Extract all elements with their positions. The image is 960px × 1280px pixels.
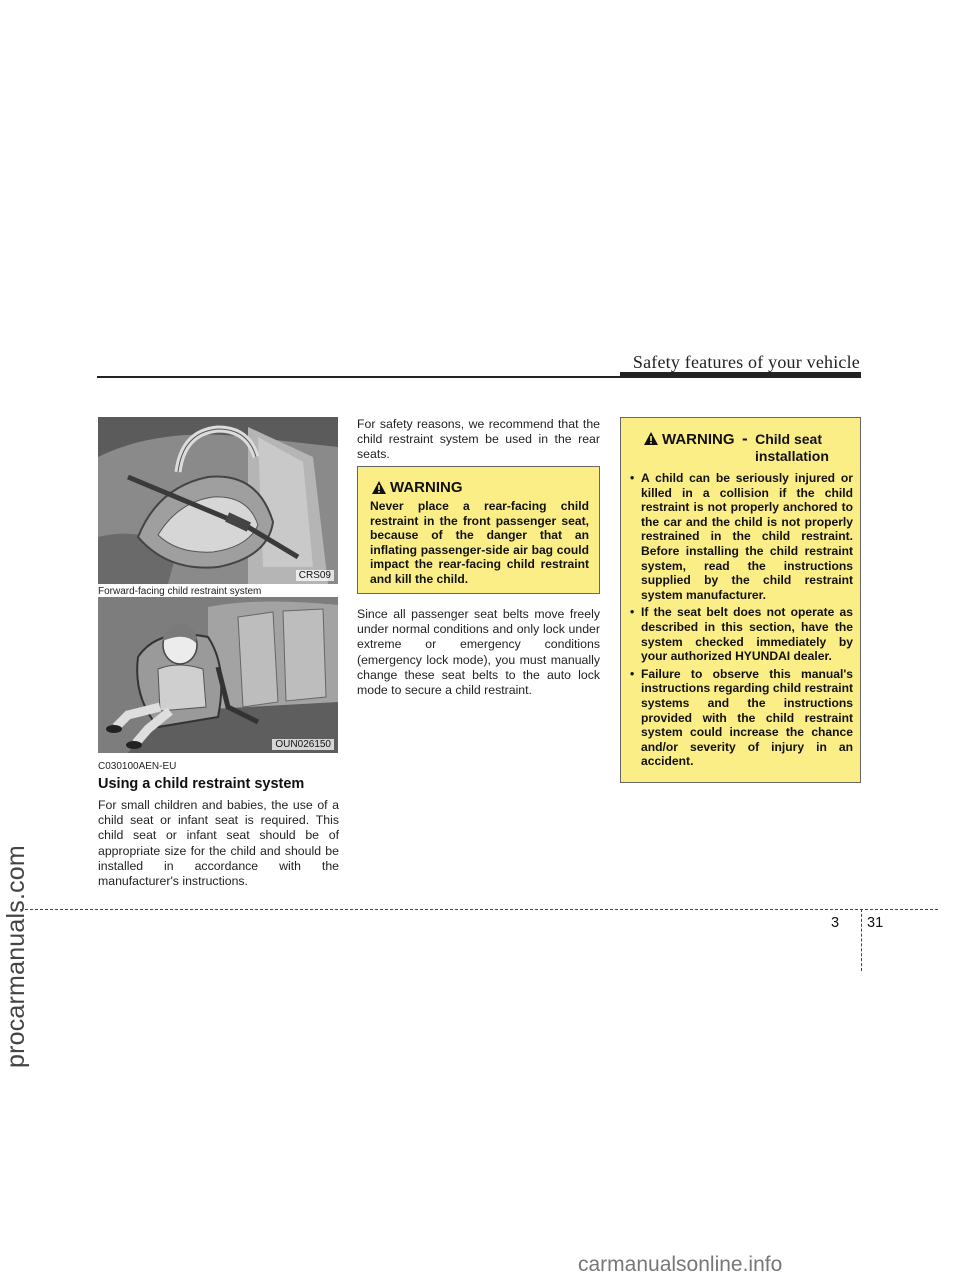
page-header-title: Safety features of your vehicle [632, 352, 860, 372]
section-heading: Using a child restraint system [98, 776, 305, 792]
rearward-seat-illustration [98, 417, 338, 584]
seat-belt-paragraph: Since all passenger seat belts move freely under normal conditions and only lock under extreme or emergency conditions (emergency lock mode), you must manually change these seat belts to the auto lock mode to secure a child restraint. [357, 607, 600, 698]
list-item: • A child can be seriously injured or killed in a collision if the child restraint is not properly anchored to the car and the child is not properly restrained in the child restraint. Before installing the child restraint system, read the instructions supplied by the child restraint system manufacturer. [630, 471, 853, 602]
warning-title-row [372, 479, 589, 496]
warning-box-child-seat-installation [620, 417, 861, 783]
warning-subtitle-line1: Child seat [755, 431, 822, 447]
section-code: C030100AEN-EU [98, 761, 177, 772]
figure-rearward-child-seat [98, 417, 338, 584]
list-item: • If the seat belt does not operate as described in this section, have the system checked immediately by your authorized HYUNDAI dealer. [630, 605, 853, 663]
chapter-number: 3 [831, 915, 840, 931]
figure-code-rearward: CRS09 [296, 570, 334, 581]
warning-triangle-icon [644, 432, 658, 445]
figure-forward-child-seat [98, 597, 338, 753]
warning-list [630, 471, 853, 769]
side-watermark: procarmanuals.com [2, 845, 30, 1068]
warning-text: Never place a rear-facing child restraint in the front passenger seat, because of the danger that an inflating passenger-side air bag could impact the rear-facing child restraint and kill the child. [370, 499, 589, 586]
intro-paragraph: For safety reasons, we recommend that the child restraint system be used in the rear seats. [357, 417, 600, 462]
warning-title: WARNING [662, 431, 735, 448]
warning-title-dash: - [741, 429, 748, 448]
forward-seat-illustration [98, 597, 338, 753]
figure-caption-forward: Forward-facing child restraint system [98, 586, 262, 597]
bottom-watermark: carmanualsonline.info [578, 1253, 783, 1276]
warning-heading [662, 430, 829, 465]
page-number: 31 [867, 915, 884, 931]
warning-box-rear-facing [357, 466, 600, 594]
section-paragraph: For small children and babies, the use of a child seat or infant seat is required. This child seat or infant seat should be of appropriate size for the child and should be installed in accordance with the manufacturer's instructions. [98, 798, 339, 889]
figure-code-forward: OUN026150 [272, 739, 334, 750]
list-item: • Failure to observe this manual's instructions regarding child restraint systems and the instructions provided with the child restraint system could increase the chance and/or severity of injury in an accident. [630, 667, 853, 769]
warning-title-row [644, 430, 853, 465]
header-rule-accent [620, 372, 861, 378]
warning-subtitle-line2: installation [755, 448, 829, 464]
footer-vertical-divider [861, 909, 862, 971]
footer-divider [20, 909, 938, 910]
warning-title: WARNING [390, 479, 463, 496]
warning-triangle-icon [372, 481, 386, 494]
